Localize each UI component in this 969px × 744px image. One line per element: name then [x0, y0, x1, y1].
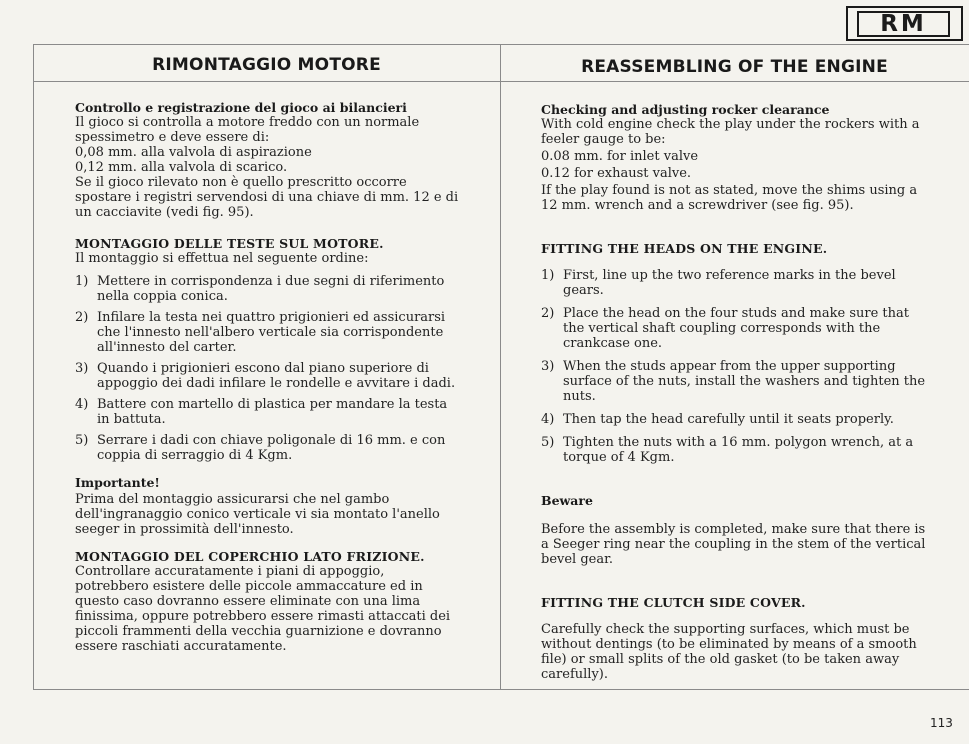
paragraph: Prima del montaggio assicurarsi che nel gambo dell'ingranaggio conico verticale vi sia montato l'anello seeger in prossimità dell'innesto.	[75, 492, 440, 537]
section-badge-label: RM	[857, 11, 950, 37]
paragraph: Se il gioco rilevato non è quello prescritto occorre spostare i registri servendosi di una chiave di mm. 12 e di un cacciavite (vedi fig. 95).	[75, 175, 459, 220]
section-badge	[846, 6, 963, 41]
paragraph: With cold engine check the play under the rockers with a feeler gauge to be:	[541, 117, 920, 147]
list-item: 1) First, line up the two reference marks in the bevel gears.	[541, 268, 896, 298]
right-section-heads	[541, 241, 926, 465]
list-item: 5) Serrare i dadi con chiave poligonale di 16 mm. e con coppia di serraggio di 4 Kgm.	[75, 433, 446, 463]
list-item: 1) Mettere in corrispondenza i due segni di riferimento nella coppia conica.	[75, 274, 445, 304]
left-section-cover	[75, 549, 460, 654]
paragraph: Il gioco si controlla a motore freddo con un normale spessimetro e deve essere di:	[75, 115, 420, 145]
paragraph: Before the assembly is completed, make sure that there is a Seeger ring near the coupling in the stem of the vertical bevel gear.	[541, 522, 926, 567]
paragraph: Carefully check the supporting surfaces, which must be without dentings (to be eliminated by means of a smooth file) or small splits of the old gasket (to be taken away carefully).	[541, 622, 917, 682]
list-item: 2) Place the head on the four studs and make sure that the vertical shaft coupling corresponds with the crankcase one.	[541, 306, 909, 351]
left-heading: RIMONTAGGIO MOTORE	[152, 55, 381, 75]
paragraph: 0.08 mm. for inlet valve	[541, 149, 699, 164]
italian-column	[75, 100, 460, 666]
paragraph: 0,12 mm. alla valvola di scarico.	[75, 160, 288, 175]
list-item: 4) Then tap the head carefully until it seats properly.	[541, 412, 894, 427]
left-section-important	[75, 475, 460, 537]
right-section-title: Beware	[541, 493, 593, 508]
left-section-heads	[75, 236, 460, 463]
list-item: 3) Quando i prigionieri escono dal piano superiore di appoggio dei dadi infilare le rondelle e avvitare i dadi.	[75, 361, 456, 391]
paragraph: Il montaggio si effettua nel seguente ordine:	[75, 251, 369, 266]
right-section-cover	[541, 595, 926, 682]
english-column	[541, 102, 926, 694]
right-section-title: FITTING THE HEADS ON THE ENGINE.	[541, 241, 828, 256]
paragraph: 0,08 mm. alla valvola di aspirazione	[75, 145, 312, 160]
frame-header-line	[33, 81, 969, 82]
list-item: 5) Tighten the nuts with a 16 mm. polygon wrench, at a torque of 4 Kgm.	[541, 435, 914, 465]
right-section-title: Checking and adjusting rocker clearance	[541, 102, 830, 117]
frame-top-line	[33, 44, 969, 45]
list-item: 2) Infilare la testa nei quattro prigionieri ed assicurarsi che l'innesto nell'albero verticale sia corrispondente all'innesto del carter.	[75, 310, 446, 355]
left-section-title: Controllo e registrazione del gioco ai bilancieri	[75, 100, 407, 115]
paragraph: 0.12 for exhaust valve.	[541, 166, 692, 181]
list-item: 4) Battere con martello di plastica per mandare la testa in battuta.	[75, 397, 448, 427]
frame-left-line	[33, 44, 34, 690]
right-heading: REASSEMBLING OF THE ENGINE	[581, 57, 888, 77]
left-section-title: Importante!	[75, 475, 160, 490]
left-section-title: MONTAGGIO DELLE TESTE SUL MOTORE.	[75, 236, 384, 251]
frame-divider	[500, 44, 501, 690]
right-section-beware	[541, 493, 926, 567]
left-section-title: MONTAGGIO DEL COPERCHIO LATO FRIZIONE.	[75, 549, 425, 564]
paragraph: Controllare accuratamente i piani di appoggio, potrebbero esistere delle piccole ammaccature ed in questo caso dovranno essere eliminate con una lima finissima, oppure potrebbero essere rimasti attaccati dei piccoli frammenti della vecchia guarnizione e dovranno essere raschiati accuratamente.	[75, 564, 451, 654]
steps-list	[541, 268, 926, 465]
list-item: 3) When the studs appear from the upper supporting surface of the nuts, install the washers and tighten the nuts.	[541, 359, 926, 404]
page-number: 113	[930, 716, 953, 730]
right-section-title: FITTING THE CLUTCH SIDE COVER.	[541, 595, 806, 610]
paragraph: If the play found is not as stated, move the shims using a 12 mm. wrench and a screwdriver (see fig. 95).	[541, 183, 918, 213]
left-section-rocker	[75, 100, 460, 220]
steps-list	[75, 274, 460, 463]
right-section-rocker	[541, 102, 926, 213]
